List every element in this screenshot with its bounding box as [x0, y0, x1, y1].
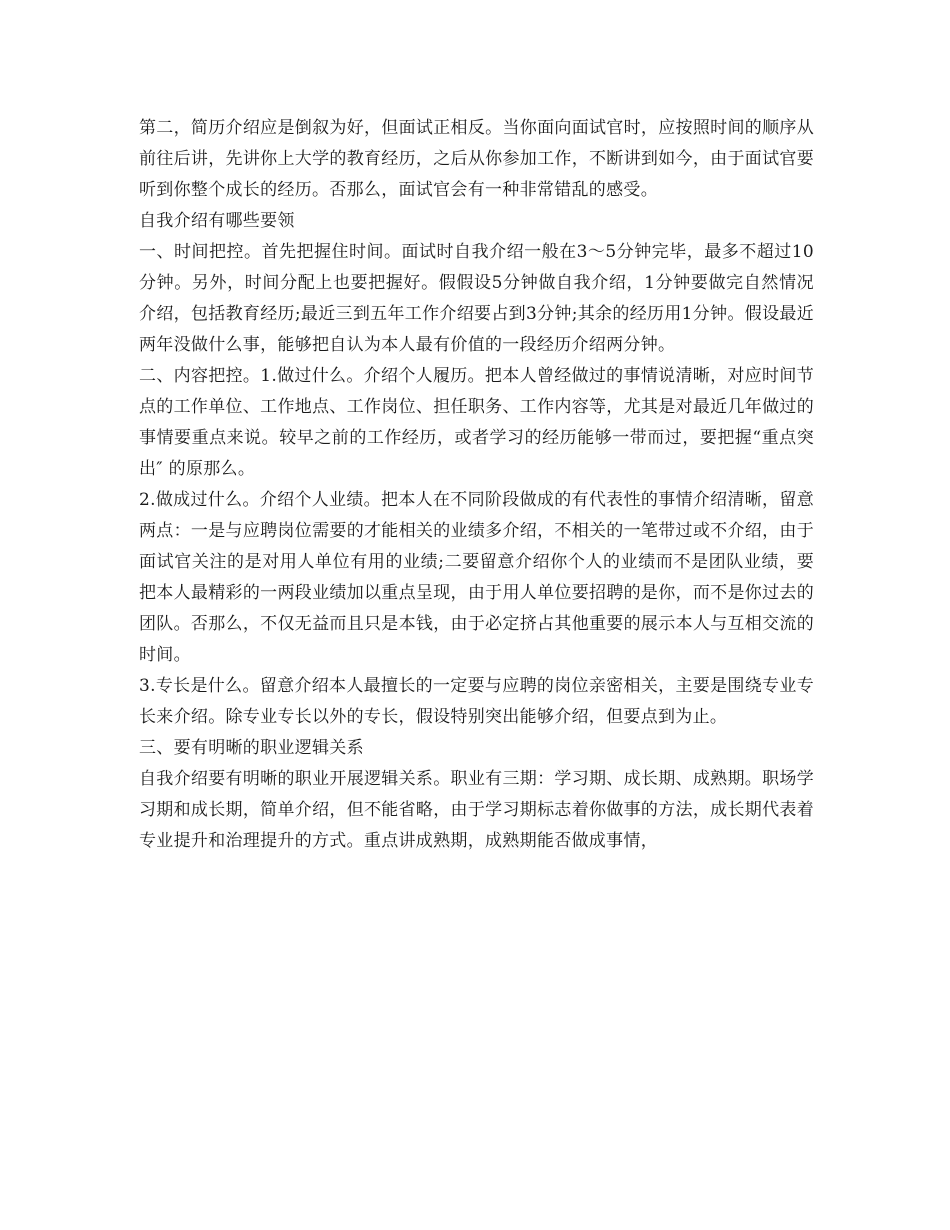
paragraph-resume-order: 第二，简历介绍应是倒叙为好，但面试正相反。当你面向面试官时，应按照时间的顺序从前往后讲，先讲你上大学的教育经历，之后从你参加工作，不断讲到如今，由于面试官要听到你整个成长的经历。否那么，面试官会有一种非常错乱的感受。	[139, 118, 814, 200]
document-body	[139, 113, 814, 857]
paragraph-specialty: 3.专长是什么。留意介绍本人最擅长的一定要与应聘的岗位亲密相关，主要是围绕专业专长来介绍。除专业专长以外的专长，假设特别突出能够介绍，但要点到为止。	[139, 676, 814, 727]
heading-career-logic: 三、要有明晰的职业逻辑关系	[139, 738, 364, 758]
paragraph-time-control: 一、时间把控。首先把握住时间。面试时自我介绍一般在3～5分钟完毕，最多不超过10分钟。另外，时间分配上也要把握好。假假设5分钟做自我介绍，1分钟要做完自然情况介绍，包括教育经历;最近三到五年工作介绍要占到3分钟;其余的经历用1分钟。假设最近两年没做什么事，能够把自认为本人最有价值的一段经历介绍两分钟。	[139, 242, 814, 355]
paragraph-content-control: 二、内容把控。1.做过什么。介绍个人履历。把本人曾经做过的事情说清晰，对应时间节点的工作单位、工作地点、工作岗位、担任职务、工作内容等，尤其是对最近几年做过的事情要重点来说。较早之前的工作经历，或者学习的经历能够一带而过，要把握“重点突出″ 的原那么。	[139, 366, 814, 479]
paragraph-career-stages: 自我介绍要有明晰的职业开展逻辑关系。职业有三期：学习期、成长期、成熟期。职场学习期和成长期，简单介绍，但不能省略，由于学习期标志着你做事的方法，成长期代表着专业提升和治理提升的方式。重点讲成熟期，成熟期能否做成事情，	[139, 769, 814, 851]
paragraph-achievements: 2.做成过什么。介绍个人业绩。把本人在不同阶段做成的有代表性的事情介绍清晰，留意两点：一是与应聘岗位需要的才能相关的业绩多介绍，不相关的一笔带过或不介绍，由于面试官关注的是对用人单位有用的业绩;二要留意介绍你个人的业绩而不是团队业绩，要把本人最精彩的一两段业绩加以重点呈现，由于用人单位要招聘的是你，而不是你过去的团队。否那么，不仅无益而且只是本钱，由于必定挤占其他重要的展示本人与互相交流的时间。	[139, 490, 814, 665]
heading-self-intro-essentials: 自我介绍有哪些要领	[139, 211, 295, 231]
